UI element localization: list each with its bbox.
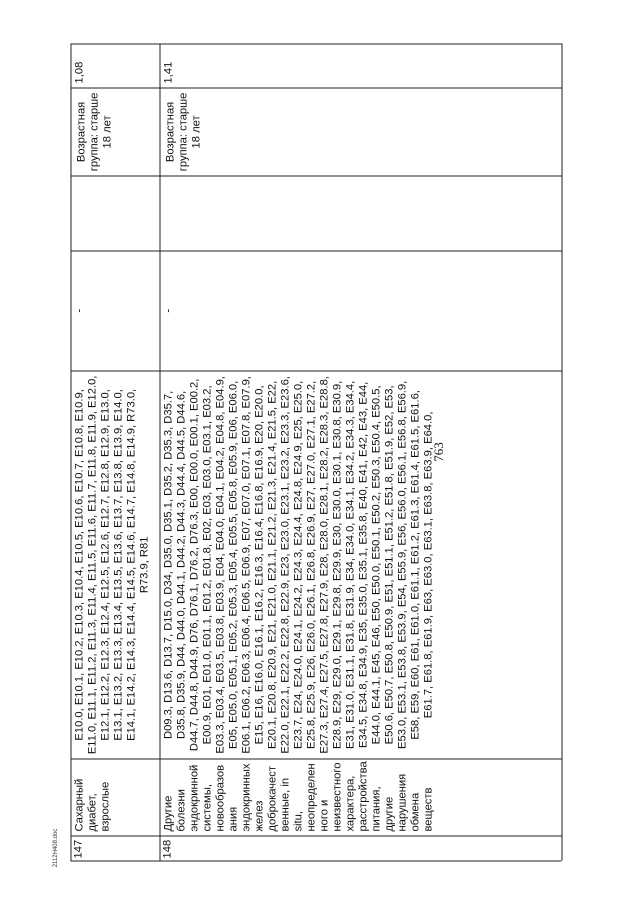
icd-codes: D09.3, D13.6, D13.7, D15.0, D34, D35.0, D35.1, D35.2, D35.3, D35.7, D35.8, D35.9, D44, D44.0, D44.1, D44.2, D44.3, D44.4, D44.5, D44.6, D44.7, D44.8, D44.9, D76, D76.1, D76.2, D76.3, E00, E00.0, E00.1, E00.2, E00.9, E01, E01.0, E01.1, E01.2, E01.8, E02, E03, E03.0, E03.1, E03.2, E03.3, E03.4, E03.5, E03.8, E03.9, E04, E04.0, E04.1, E04.2, E04.8, E04.9, E05, E05.0, E05.1, E05.2, E05.3, E05.4, E05.5, E05.8, E05.9, E06, E06.0, E06.1, E06.2, E06.3, E06.4, E06.5, E06.9, E07, E07.0, E07.1, E07.8, E07.9, E15, E16, E16.0, E16.1, E16.2, E16.3, E16.4, E16.8, E16.9, E20, E20.0, E20.1, E20.8, E20.9, E21, E21.0, E21.1, E21.2, E21.3, E21.4, E21.5, E22, E22.0, E22.1, E22.2, E22.8, E22.9, E23, E23.0, E23.1, E23.2, E23.3, E23.6, E23.7, E24, E24.0, E24.1, E24.2, E24.3, E24.4, E24.8, E24.9, E25, E25.0, E25.8, E25.9, E26, E26.0, E26.1, E26.8, E26.9, E27, E27.0, E27.1, E27.2, E27.3, E27.4, E27.5, E27.8, E27.9, E28, E28.0, E28.1, E28.2, E28.3, E28.8, E28.9, E29, E29.0, E29.1, E29.8, E29.9, E30, E30.0, E30.1, E30.8, E30.9, E31, E31.0, E31.1, E31.8, E31.9, E34, E34.0, E34.1, E34.2, E34.3, E34.4, E34.5, E34.8, E34.9, E35, E35.0, E35.1, E35.8, E40, E41, E42, E43, E44, E44.0, E44.1, E45, E46, E50, E50.0, E50.1, E50.2, E50.3, E50.4, E50.5, E50.6, E50.7, E50.8, E50.9, E51, E51.1, E51.2, E51.8, E51.9, E52, E53, E53.0, E53.1, E53.8, E53.9, E54, E55.9, E56, E56.0, E56.1, E56.8, E56.9, E58, E59, E60, E61, E61.0, E61.1, E61.2, E61.3, E61.4, E61.5, E61.6, E61.7, E61.8, E61.9, E63, E63.0, E63.1, E63.8, E63.9, E64.0,	[161, 370, 563, 759]
empty-criterion	[161, 250, 563, 370]
coefficient: 1,41	[161, 44, 563, 88]
table-row	[161, 44, 563, 861]
blank-cell	[72, 175, 161, 250]
disease-group-name: Сахарный диабет, взрослые	[72, 759, 161, 836]
age-group: Возрастная группа: старше 18 лет	[161, 87, 563, 175]
disease-group-name: Другие болезни эндокринной системы, новообразов ания эндокринных желез доброкачест венные, in situ, неопределен ного и неизвестного характера, расстройства питания, другие нарушения обмена веществ	[161, 759, 563, 836]
page-number: 763	[431, 442, 446, 462]
row-number: 148	[161, 836, 563, 861]
row-number: 147	[72, 836, 161, 861]
coefficient: 1,08	[72, 44, 161, 88]
blank-cell	[161, 175, 563, 250]
dash-mark: -	[162, 308, 175, 313]
empty-criterion	[72, 250, 161, 370]
tariff-table	[71, 44, 562, 862]
age-group: Возрастная группа: старше 18 лет	[72, 87, 161, 175]
dash-mark: -	[73, 308, 86, 313]
table-row	[72, 44, 161, 861]
icd-codes: E10.0, E10.1, E10.2, E10.3, E10.4, E10.5, E10.6, E10.7, E10.8, E10.9, E11.0, E11.1, E11.2, E11.3, E11.4, E11.5, E11.6, E11.7, E11.8, E11.9, E12.0, E12.1, E12.2, E12.3, E12.4, E12.5, E12.6, E12.7, E12.8, E12.9, E13.0, E13.1, E13.2, E13.3, E13.4, E13.5, E13.6, E13.7, E13.8, E13.9, E14.0, E14.1, E14.2, E14.3, E14.4, E14.5, E14.6, E14.7, E14.8, E14.9, R73.0, R73.9, R81	[72, 370, 161, 759]
document-filename: 2112H408.doc	[53, 828, 59, 868]
